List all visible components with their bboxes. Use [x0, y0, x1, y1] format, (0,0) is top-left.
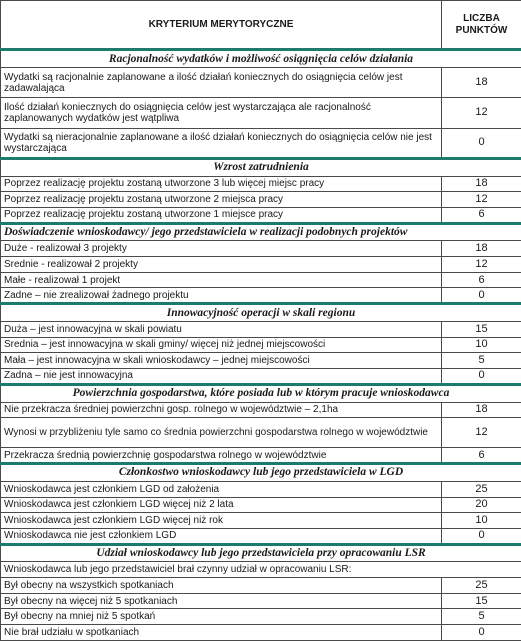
criterion-text: Wydatki są nieracjonalnie zaplanowane a ilość działań koniecznych do osiągnięcia celów nie jest wystarczająca	[1, 128, 442, 158]
section-header-rationality	[1, 50, 521, 68]
section-intro-row	[1, 562, 521, 578]
table-row	[1, 625, 521, 641]
table-row	[1, 272, 521, 288]
section-header-farm-area	[1, 384, 521, 402]
criterion-text: Był obecny na więcej niż 5 spotkaniach	[1, 593, 442, 609]
table-row	[1, 288, 521, 304]
section-header-lsr-participation	[1, 544, 521, 562]
criterion-text: Wydatki są racjonalnie zaplanowane a ilość działań koniecznych do osiągnięcia celów jest zadawalająca	[1, 68, 442, 98]
table-row	[1, 337, 521, 353]
points-value: 15	[442, 321, 521, 337]
table-row	[1, 448, 521, 464]
points-value: 25	[442, 481, 521, 497]
points-value: 5	[442, 353, 521, 369]
table-row	[1, 402, 521, 418]
points-value: 18	[442, 176, 521, 192]
criterion-text: Nie brał udziału w spotkaniach	[1, 625, 442, 641]
criterion-text: Duża – jest innowacyjna w skali powiatu	[1, 321, 442, 337]
criterion-text: Poprzez realizację projektu zostaną utworzone 1 miejsce pracy	[1, 207, 442, 223]
criterion-text: Przekracza średnią powierzchnię gospodarstwa rolnego w województwie	[1, 448, 442, 464]
points-header-line2: PUNKTÓW	[455, 24, 508, 36]
criterion-text: Małe - realizował 1 projekt	[1, 272, 442, 288]
table-row	[1, 128, 521, 158]
section-header-lgd-membership	[1, 464, 521, 482]
table-row	[1, 513, 521, 529]
table-row	[1, 528, 521, 544]
table-row	[1, 68, 521, 98]
points-header-line1: LICZBA	[463, 12, 500, 24]
points-value: 0	[442, 625, 521, 641]
criterion-text: Zadne – nie zrealizował żadnego projektu	[1, 288, 442, 304]
section-title: Racjonalność wydatków i możliwość osiągnięcia celów działania	[1, 50, 521, 68]
points-value: 10	[442, 337, 521, 353]
table-row	[1, 609, 521, 625]
table-row	[1, 418, 521, 448]
points-value: 25	[442, 578, 521, 594]
criterion-text: Ilość działań koniecznych do osiągnięcia celów jest wystarczająca ale racjonalność zaplanowanych wydatków jest wątpliwa	[1, 98, 442, 128]
points-value: 6	[442, 207, 521, 223]
table-row	[1, 192, 521, 208]
section-title: Członkostwo wnioskodawcy lub jego przedstawiciela w LGD	[1, 464, 521, 482]
criterion-text: Zadna – nie jest innowacyjna	[1, 368, 442, 384]
criterion-text: Wnioskodawca jest członkiem LGD więcej niż rok	[1, 513, 442, 529]
points-value: 0	[442, 128, 521, 158]
table-row	[1, 497, 521, 513]
table-row	[1, 241, 521, 257]
criterion-text: Srednia – jest innowacyjna w skali gminy/ więcej niż jednej miejscowości	[1, 337, 442, 353]
table-row	[1, 353, 521, 369]
section-title: Doświadczenie wnioskodawcy/ jego przedstawiciela w realizacji podobnych projektów	[1, 223, 521, 241]
section-header-employment	[1, 158, 521, 176]
criterion-column-header: KRYTERIUM MERYTORYCZNE	[1, 1, 442, 50]
points-value: 18	[442, 241, 521, 257]
points-value: 10	[442, 513, 521, 529]
points-value: 0	[442, 368, 521, 384]
section-title: Udział wnioskodawcy lub jego przedstawiciela przy opracowaniu LSR	[1, 544, 521, 562]
section-title: Innowacyjność operacji w skali regionu	[1, 304, 521, 322]
points-value: 20	[442, 497, 521, 513]
criterion-text: Wynosi w przybliżeniu tyle samo co średnia powierzchni gospodarstwa rolnego w województwie	[1, 418, 442, 448]
points-value: 12	[442, 418, 521, 448]
table-row	[1, 176, 521, 192]
criterion-text: Mała – jest innowacyjna w skali wnioskodawcy – jednej miejscowości	[1, 353, 442, 369]
table-row	[1, 207, 521, 223]
criterion-text: Wnioskodawca jest członkiem LGD od założenia	[1, 481, 442, 497]
criterion-text: Poprzez realizację projektu zostaną utworzone 2 miejsca pracy	[1, 192, 442, 208]
points-value: 15	[442, 593, 521, 609]
table-row	[1, 368, 521, 384]
criterion-text: Duże - realizował 3 projekty	[1, 241, 442, 257]
table-row	[1, 257, 521, 273]
points-value: 6	[442, 272, 521, 288]
criterion-text: Wnioskodawca jest członkiem LGD więcej niż 2 lata	[1, 497, 442, 513]
points-value: 0	[442, 288, 521, 304]
criterion-text: Srednie - realizował 2 projekty	[1, 257, 442, 273]
section-title: Powierzchnia gospodarstwa, które posiada lub w którym pracuje wnioskodawca	[1, 384, 521, 402]
criterion-text: Był obecny na mniej niż 5 spotkań	[1, 609, 442, 625]
section-title: Wzrost zatrudnienia	[1, 158, 521, 176]
table-row	[1, 481, 521, 497]
table-row	[1, 98, 521, 128]
points-value: 18	[442, 68, 521, 98]
section-intro-text: Wnioskodawca lub jego przedstawiciel brał czynny udział w opracowaniu LSR:	[1, 562, 521, 578]
criterion-text: Nie przekracza średniej powierzchni gosp. rolnego w województwie – 2,1ha	[1, 402, 442, 418]
points-value: 6	[442, 448, 521, 464]
table-row	[1, 578, 521, 594]
points-value: 12	[442, 98, 521, 128]
criterion-text: Wnioskodawca nie jest członkiem LGD	[1, 528, 442, 544]
points-column-header	[442, 1, 521, 50]
table-row	[1, 321, 521, 337]
table-row	[1, 593, 521, 609]
points-value: 5	[442, 609, 521, 625]
criterion-text: Poprzez realizację projektu zostaną utworzone 3 lub więcej miejsc pracy	[1, 176, 442, 192]
points-value: 12	[442, 257, 521, 273]
points-value: 0	[442, 528, 521, 544]
points-value: 18	[442, 402, 521, 418]
section-header-experience	[1, 223, 521, 241]
points-value: 12	[442, 192, 521, 208]
table-header-row	[1, 1, 521, 50]
criterion-text: Był obecny na wszystkich spotkaniach	[1, 578, 442, 594]
section-header-innovation	[1, 304, 521, 322]
